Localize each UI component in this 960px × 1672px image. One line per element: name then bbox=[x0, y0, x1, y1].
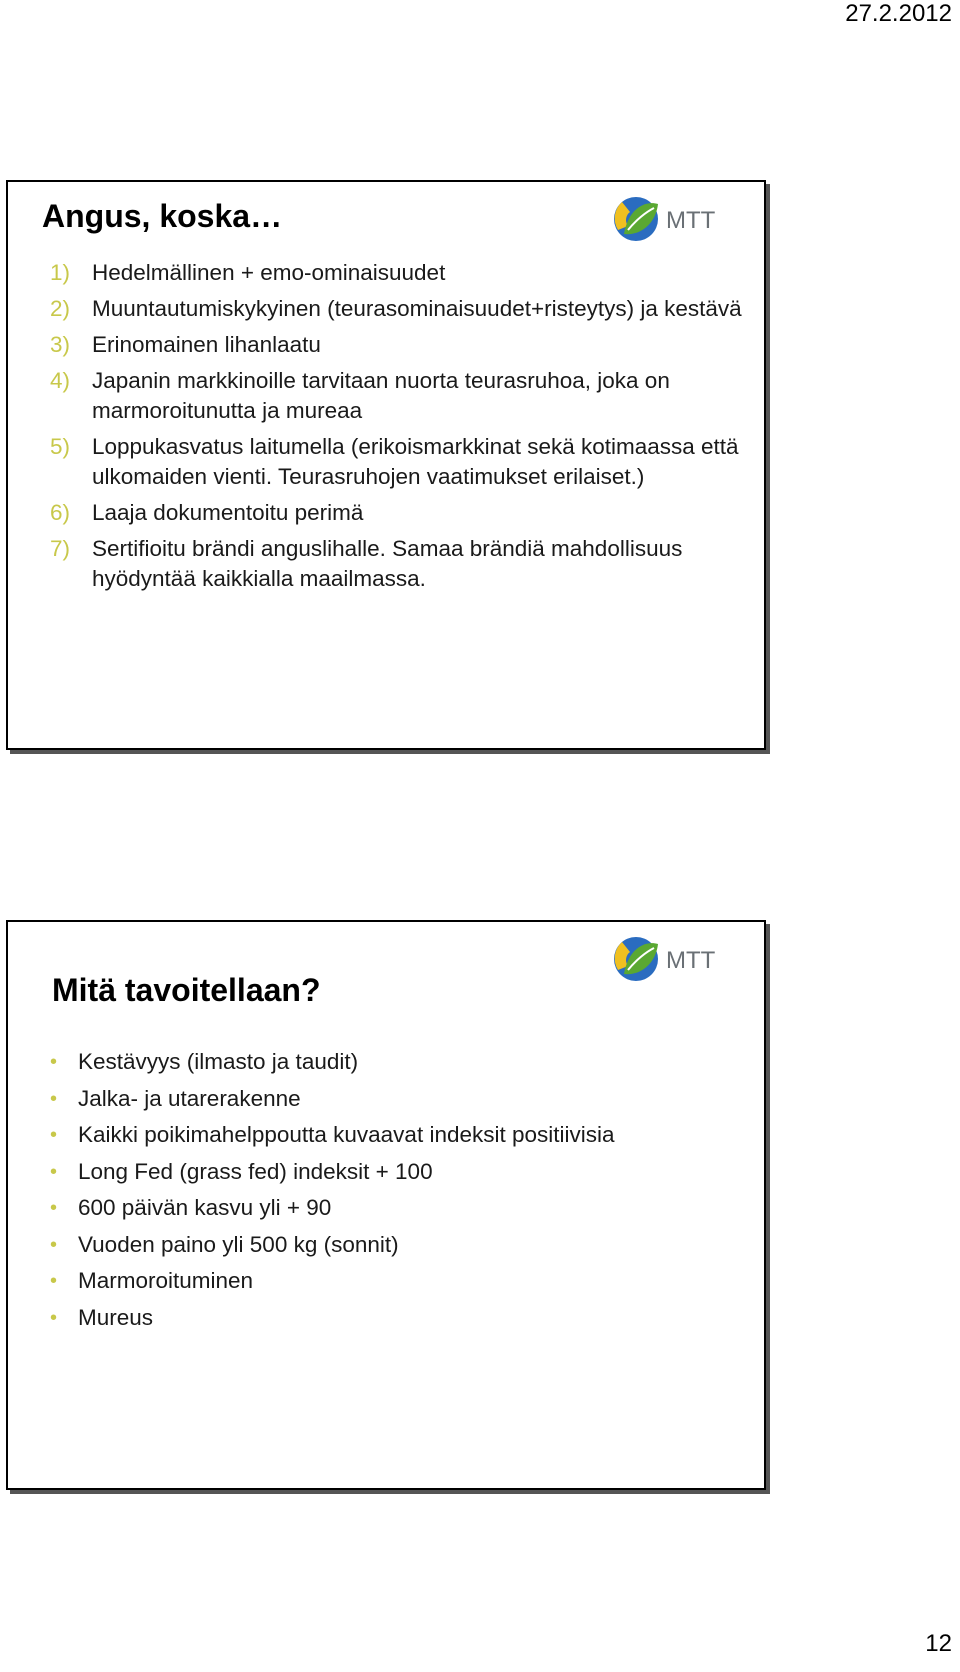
page-number: 12 bbox=[925, 1630, 952, 1657]
bullet-icon: • bbox=[50, 1306, 58, 1329]
list-item-text: Kaikki poikimahelppoutta kuvaavat indeksit positiivisia bbox=[78, 1122, 615, 1147]
list-item-text: Laaja dokumentoitu perimä bbox=[92, 500, 364, 525]
list-item-text: 600 päivän kasvu yli + 90 bbox=[78, 1195, 332, 1220]
mtt-logo bbox=[608, 190, 738, 248]
svg-text:MTT: MTT bbox=[666, 947, 716, 974]
numbered-list bbox=[50, 258, 750, 600]
list-item bbox=[50, 294, 750, 324]
list-item bbox=[50, 1154, 750, 1191]
list-item-number: 6) bbox=[50, 500, 71, 525]
list-item bbox=[50, 498, 750, 528]
list-item-number: 2) bbox=[50, 296, 71, 321]
svg-text:MTT: MTT bbox=[666, 207, 716, 234]
list-item bbox=[50, 1117, 750, 1154]
list-item bbox=[50, 432, 750, 492]
list-item bbox=[50, 258, 750, 288]
list-item bbox=[50, 366, 750, 426]
list-item-text: Erinomainen lihanlaatu bbox=[92, 332, 321, 357]
list-item-number: 1) bbox=[50, 260, 71, 285]
bullet-icon: • bbox=[50, 1124, 58, 1146]
list-item-number: 5) bbox=[50, 434, 71, 459]
list-item-text: Hedelmällinen + emo-ominaisuudet bbox=[92, 260, 446, 285]
bullet-icon: • bbox=[50, 1160, 58, 1183]
bullet-list bbox=[50, 1044, 750, 1336]
list-item bbox=[50, 1263, 750, 1300]
bullet-icon: • bbox=[50, 1270, 58, 1292]
list-item-text: Sertifioitu brändi anguslihalle. Samaa brändiä mahdollisuus hyödyntää kaikkialla maailmassa. bbox=[92, 536, 683, 591]
list-item-number: 3) bbox=[50, 332, 71, 357]
list-item bbox=[50, 1190, 750, 1227]
mtt-logo bbox=[608, 930, 738, 988]
list-item-text: Jalka- ja utarerakenne bbox=[78, 1085, 301, 1111]
list-item-number: 7) bbox=[50, 536, 71, 561]
bullet-icon: • bbox=[50, 1233, 58, 1256]
slide-angus bbox=[6, 180, 766, 750]
slide-title: Mitä tavoitellaan? bbox=[52, 972, 321, 1008]
list-item bbox=[50, 1044, 750, 1081]
bullet-icon: • bbox=[50, 1197, 58, 1219]
list-item-text: Kestävyys (ilmasto ja taudit) bbox=[78, 1049, 359, 1074]
list-item bbox=[50, 330, 750, 360]
slide-goals bbox=[6, 920, 766, 1490]
list-item-text: Loppukasvatus laitumella (erikoismarkkinat sekä kotimaassa että ulkomaiden vienti. Teurasruhojen vaatimukset erilaiset.) bbox=[92, 434, 739, 489]
list-item-text: Mureus bbox=[78, 1304, 154, 1330]
bullet-icon: • bbox=[50, 1087, 58, 1110]
list-item-number: 4) bbox=[50, 368, 71, 393]
bullet-icon: • bbox=[50, 1051, 58, 1073]
list-item bbox=[50, 1300, 750, 1337]
list-item bbox=[50, 1227, 750, 1264]
page-date: 27.2.2012 bbox=[845, 0, 952, 27]
list-item bbox=[50, 534, 750, 594]
slide-title: Angus, koska… bbox=[42, 198, 283, 234]
list-item-text: Long Fed (grass fed) indeksit + 100 bbox=[78, 1158, 433, 1184]
list-item-text: Vuoden paino yli 500 kg (sonnit) bbox=[78, 1231, 399, 1257]
list-item-text: Japanin markkinoille tarvitaan nuorta teurasruhoa, joka on marmoroitunutta ja mureaa bbox=[92, 368, 670, 423]
list-item-text: Marmoroituminen bbox=[78, 1268, 254, 1293]
list-item bbox=[50, 1081, 750, 1118]
list-item-text: Muuntautumiskykyinen (teurasominaisuudet+risteytys) ja kestävä bbox=[92, 296, 742, 321]
